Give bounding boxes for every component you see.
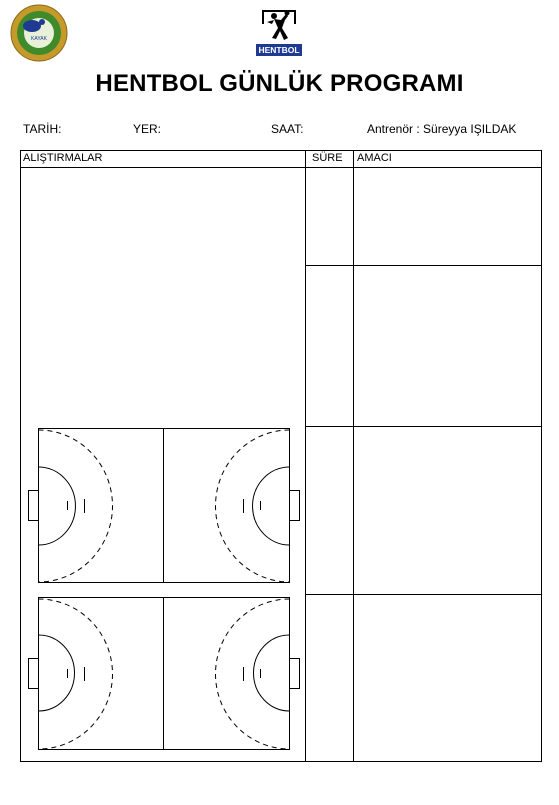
- club-logo-text: KAYAK: [31, 36, 47, 42]
- place-label: YER:: [133, 122, 162, 136]
- column-header-purpose: AMACI: [357, 152, 392, 164]
- column-header-exercises: ALIŞTIRMALAR: [23, 152, 103, 164]
- time-label: SAAT:: [271, 122, 304, 136]
- page-title: HENTBOL GÜNLÜK PROGRAMI: [95, 70, 464, 97]
- column-header-duration: SÜRE: [312, 152, 343, 164]
- handball-court-diagram: [29, 597, 300, 750]
- handball-court-diagram: [29, 428, 300, 583]
- coach-name: Antrenör : Süreyya IŞILDAK: [367, 122, 517, 136]
- table-border: [21, 151, 542, 762]
- handball-logo-text: HENTBOL: [258, 45, 300, 55]
- date-label: TARİH:: [23, 122, 62, 136]
